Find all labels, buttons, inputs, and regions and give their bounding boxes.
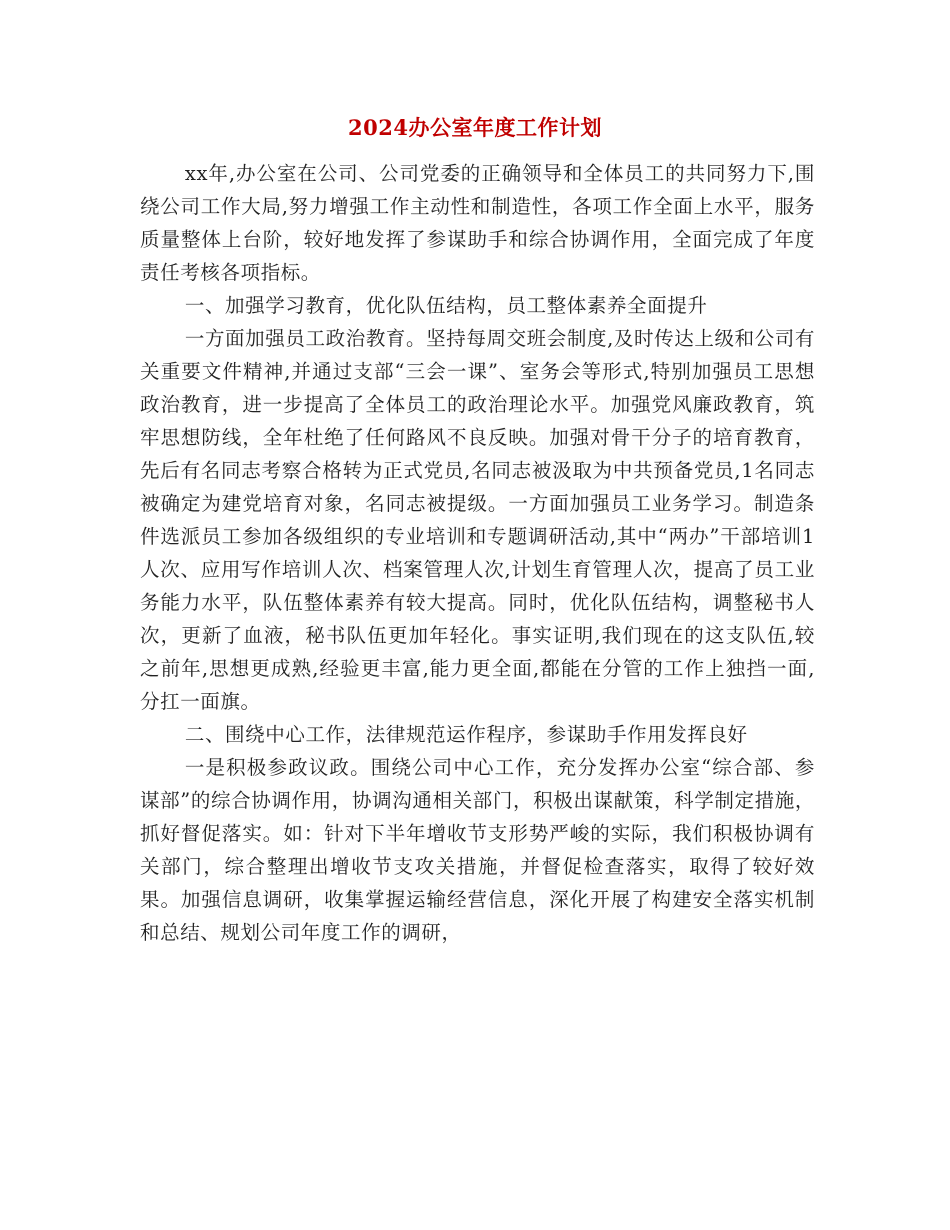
document-body (140, 157, 815, 949)
paragraph-section-2: 一是积极参政议政。围绕公司中心工作，充分发挥办公室“综合部、参谋部”的综合协调作用，协调沟通相关部门，积极出谋献策，科学制定措施，抓好督促落实。如：针对下半年增收节支形势严峻的实际，我们积极协调有关部门，综合整理出增收节支攻关措施，并督促检查落实，取得了较好效果。加强信息调研，收集掌握运输经营信息，深化开展了构建安全落实机制和总结、规划公司年度工作的调研， (140, 756, 815, 944)
document-title: 2024办公室年度工作计划 (348, 115, 602, 140)
section-heading-2: 二、围绕中心工作，法律规范运作程序，参谋助手作用发挥良好 (184, 723, 748, 746)
paragraph-intro: xx年,办公室在公司、公司党委的正确领导和全体员工的共同努力下,围绕公司工作大局,努力增强工作主动性和制造性，各项工作全面上水平，服务质量整体上台阶，较好地发挥了参谋助手和综合协调作用，全面完成了年度责任考核各项指标。 (140, 162, 815, 284)
section-heading-1: 一、加强学习教育，优化队伍结构，员工整体素养全面提升 (184, 294, 708, 317)
paragraph-section-1: 一方面加强员工政治教育。坚持每周交班会制度,及时传达上级和公司有关重要文件精神,并通过支部“三会一课”、室务会等形式,特别加强员工思想政治教育，进一步提高了全体员工的政治理论水平。加强党风廉政教育，筑牢思想防线，全年杜绝了任何路风不良反映。加强对骨干分子的培育教育，先后有名同志考察合格转为正式党员,名同志被汲取为中共预备党员,1名同志被确定为建党培育对象，名同志被提级。一方面加强员工业务学习。制造条件选派员工参加各级组织的专业培训和专题调研活动,其中“两办”干部培训1人次、应用写作培训人次、档案管理人次,计划生育管理人次，提高了员工业务能力水平，队伍整体素养有较大提高。同时，优化队伍结构，调整秘书人次，更新了血液，秘书队伍更加年轻化。事实证明,我们现在的这支队伍,较之前年,思想更成熟,经验更丰富,能力更全面,都能在分管的工作上独挡一面,分扛一面旗。 (140, 327, 815, 713)
